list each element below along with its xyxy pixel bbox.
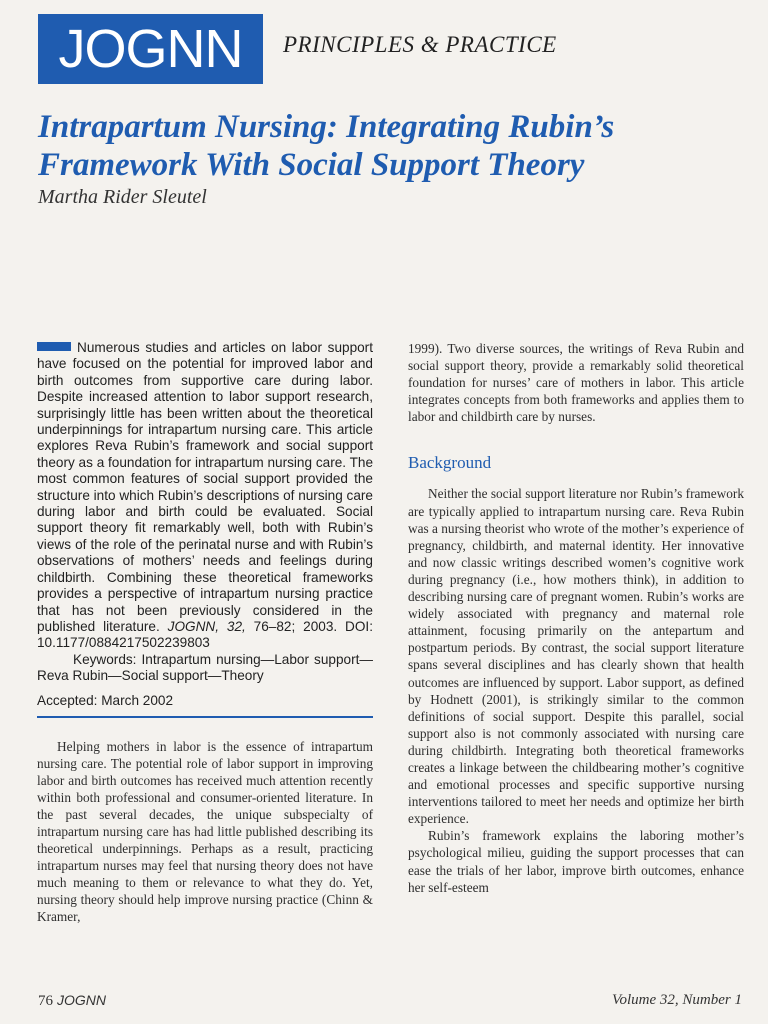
section-divider: [37, 716, 373, 718]
keywords: Keywords: Intrapartum nursing—Labor support—Reva Rubin—Social support—Theory: [37, 651, 373, 684]
left-column: [37, 340, 373, 926]
logo-text: JOGNN: [58, 19, 243, 79]
section-label: PRINCIPLES & PRACTICE: [283, 32, 557, 57]
abstract-marker: [37, 342, 71, 351]
abstract-text: Numerous studies and articles on labor support have focused on the potential for improved labor and birth outcomes from supportive care during labor. Despite increased attention to labor support research, surprisingly little has been written about the theoretical underpinnings for intrapartum nursing care. This article explores Reva Rubin’s framework and social support theory as a foundation for intrapartum nursing care. The most common features of social support provided the structure into which Rubin’s descriptions of nursing care during labor and birth could be evaluated. Social support theory fit remarkably well, both with Rubin’s views of the role of the perinatal nurse and with Rubin’s observations of mothers’ needs and feelings during childbirth. Combining these theoretical frameworks provides a perspective of intrapartum nursing practice that has not been previously considered in the published literature.: [37, 340, 374, 634]
accepted-date: Accepted: March 2002: [37, 692, 174, 708]
heading-background: Background: [408, 453, 492, 473]
citation-journal: JOGNN, 32,: [167, 618, 246, 634]
background-paragraph-1: Neither the social support literature nor Rubin’s framework are typically applied to intrapartum nursing care. Reva Rubin was a nursing theorist who wrote of the mother’s experience of pregnancy, childbirth, and maternal identity. Her innovative and now classic writings described women’s cognitive work during pregnancy (i.e., how mothers think), in addition to describing nursing care of pregnant women. Rubin’s works are widely associated with pregnancy and maternal role attainment, focusing primarily on the antepartum and postpartum periods. By contrast, the social support literature spans several disciplines and has clearly shown that health outcomes are influenced by support. Labor support, as defined by Hodnett (2001), is strikingly similar to the common definitions of social support. Despite this parallel, social support also is not commonly associated with nursing care during childbirth. Integrating both theoretical frameworks creates a linkage between the childbearing mother’s cognitive and emotional processes and specific supportive nursing interventions tailored to meet her needs and optimize her birth experience.: [408, 486, 744, 827]
volume-info: Volume 32, Number 1: [612, 992, 742, 1008]
page-footer-left: [38, 992, 106, 1010]
article-title: Intrapartum Nursing: Integrating Rubin’s Framework With Social Support Theory: [38, 109, 615, 183]
footer-journal: JOGNN: [57, 992, 106, 1008]
citation-doi: 2003. DOI: 10.1177/0884217502239803: [37, 618, 373, 651]
right-column: [408, 340, 744, 896]
citation-pages: 76–82;: [253, 618, 296, 634]
intro-paragraph: Helping mothers in labor is the essence of intrapartum nursing care. The potential role of labor support in improving labor and birth outcomes has received much attention recently within both professional and consumer-oriented literature. In the past several decades, the unique subspecialty of intrapartum nursing care has had little published describing its theoretical underpinnings. Perhaps as a result, practicing intrapartum nurses may feel that nursing theory does not have much meaning to them or relevance to what they do. Yet, nursing theory should help improve nursing practice (Chinn & Kramer,: [37, 738, 373, 925]
background-paragraph-2: Rubin’s framework explains the laboring mother’s psychological milieu, guiding the support processes that can ease the trials of her labor, improve birth outcomes, enhance her self-esteem: [408, 828, 744, 895]
journal-logo: [38, 14, 263, 84]
author-name: Martha Rider Sleutel: [38, 186, 207, 208]
page-number: 76: [38, 993, 53, 1009]
intro-continuation: 1999). Two diverse sources, the writings of Reva Rubin and social support theory, provide a remarkably solid theoretical foundation for nurses’ care of mothers in labor. This article integrates concepts from both frameworks and applies them to labor and childbirth care by nurses.: [408, 341, 744, 425]
abstract: [37, 340, 373, 652]
